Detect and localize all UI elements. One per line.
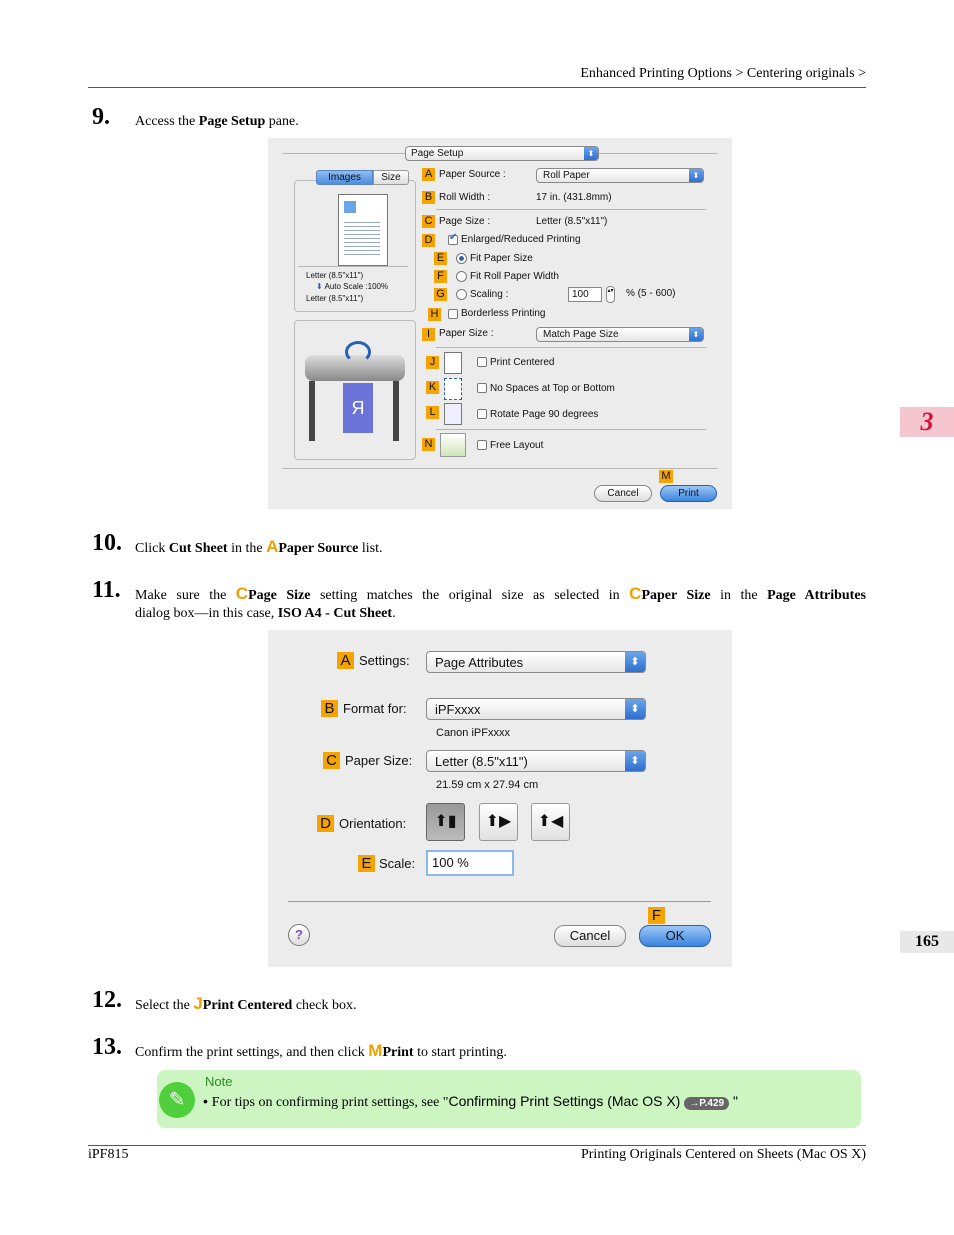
print-centered-checkbox[interactable] [477, 357, 487, 367]
step-number: 11. [92, 577, 121, 603]
page-setup-dialog: Page Setup ⬍ Images Size Letter (8.5"x11") ⬇ Auto Scale :100% Letter (8.5"x11") R A Paper Source : Roll Paper ⬍ B Roll Width : 17 in. (431.8mm) C Page Size : Letter (8.5"x11") D ✔ Enlarged/Reduced Printing E Fit Paper Size F Fit Roll Paper Width G Scaling : 100 ▴▾ % (5 - 600) H Borderless Printing I Paper Size : Match Page Size ⬍ J Print Centered K No Spaces at Top or Bottom L Rotate Page 90 degrees N Free Layout M Cancel Print [268, 138, 732, 509]
rotate-arrow-icon [345, 341, 371, 363]
paper-source-select[interactable]: Roll Paper ⬍ [536, 168, 704, 183]
step-text: Click Cut Sheet in the APaper Source list. [135, 537, 383, 556]
updown-arrow-icon: ⬍ [689, 169, 703, 182]
note-box [157, 1070, 861, 1128]
updown-arrow-icon: ⬍ [584, 147, 598, 160]
reverse-landscape-icon: ⬆◀ [537, 813, 564, 830]
step-text: Confirm the print settings, and then click MPrint to start printing. [135, 1041, 507, 1060]
updown-arrow-icon: ⬍ [625, 751, 645, 771]
cancel-button[interactable]: Cancel [594, 485, 652, 502]
check-icon: ✔ [449, 232, 458, 243]
step-number: 12. [92, 987, 122, 1013]
cancel-button[interactable]: Cancel [554, 925, 626, 947]
header-rule [88, 87, 866, 88]
no-spaces-checkbox[interactable] [477, 383, 487, 393]
scaling-radio[interactable] [456, 289, 467, 300]
page-ref-badge[interactable]: →P.429 [684, 1097, 729, 1110]
print-centered-icon [444, 352, 462, 374]
landscape-orientation-button[interactable] [479, 803, 518, 841]
step-text: Select the JPrint Centered check box. [135, 994, 357, 1013]
step-number: 9. [92, 104, 110, 130]
settings-select[interactable]: Page Attributes ⬍ [426, 651, 646, 673]
step-number: 13. [92, 1034, 122, 1060]
scale-input[interactable]: 100 % [426, 850, 514, 876]
paper-r-icon: R [343, 383, 373, 433]
fit-paper-radio[interactable] [456, 253, 467, 264]
portrait-icon: ⬆▮ [434, 813, 457, 830]
footer-rule [88, 1145, 866, 1146]
step-number: 10. [92, 530, 122, 556]
printer-illustration [294, 320, 416, 460]
footer-model: iPF815 [88, 1147, 129, 1162]
paper-size-select[interactable]: Match Page Size ⬍ [536, 327, 704, 342]
page-thumbnail [338, 194, 388, 266]
tab-images[interactable]: Images [316, 170, 373, 185]
ok-button[interactable]: OK [639, 925, 711, 947]
step-text-cont: dialog box—in this case, ISO A4 - Cut Sheet. [135, 606, 396, 621]
help-button[interactable]: ? [288, 924, 310, 946]
print-button[interactable]: Print [660, 485, 717, 502]
step-text: Make sure the CPage Size setting matches the original size as selected in CPaper Size in the Page Attributes [135, 584, 866, 603]
pencil-icon: ✎ [159, 1082, 195, 1118]
down-arrow-icon: ⬇ [316, 282, 323, 291]
stepper-icon[interactable]: ▴▾ [606, 286, 615, 303]
breadcrumb: Enhanced Printing Options > Centering originals > [580, 66, 866, 81]
tab-size[interactable]: Size [373, 170, 409, 185]
updown-arrow-icon: ⬍ [689, 328, 703, 341]
rotate-checkbox[interactable] [477, 409, 487, 419]
rotate-page-icon [444, 403, 462, 425]
reverse-landscape-orientation-button[interactable] [531, 803, 570, 841]
portrait-orientation-button[interactable] [426, 803, 465, 841]
step-text: Access the Page Setup pane. [135, 114, 299, 129]
page-attributes-dialog: A Settings: Page Attributes ⬍ B Format for: iPFxxxx ⬍ Canon iPFxxxx C Paper Size: Letter (8.5"x11") ⬍ 21.59 cm x 27.94 cm D Orientation: ⬆▮ ⬆▶ ⬆◀ E Scale: 100 % F ? Cancel OK [268, 630, 732, 967]
page-number: 165 [900, 931, 954, 953]
enlarged-checkbox[interactable] [448, 232, 458, 245]
format-for-select[interactable]: iPFxxxx ⬍ [426, 698, 646, 720]
updown-arrow-icon: ⬍ [625, 699, 645, 719]
chapter-tab[interactable]: 3 [900, 407, 954, 437]
scaling-input[interactable]: 100 [568, 287, 602, 302]
note-link[interactable]: Confirming Print Settings (Mac OS X) [448, 1093, 681, 1109]
footer-title: Printing Originals Centered on Sheets (Mac OS X) [580, 1147, 866, 1162]
pane-select[interactable]: Page Setup ⬍ [405, 146, 599, 161]
updown-arrow-icon: ⬍ [625, 652, 645, 672]
no-spaces-icon [444, 378, 462, 400]
borderless-checkbox[interactable] [448, 309, 458, 319]
free-layout-checkbox[interactable] [477, 440, 487, 450]
landscape-icon: ⬆▶ [485, 813, 512, 830]
fit-roll-radio[interactable] [456, 271, 467, 282]
free-layout-icon [440, 433, 466, 457]
note-title: Note [205, 1074, 233, 1089]
paper-size-select[interactable]: Letter (8.5"x11") ⬍ [426, 750, 646, 772]
note-text: • For tips on confirming print settings, see "Confirming Print Settings (Mac OS X) →P.429 " [203, 1093, 738, 1110]
